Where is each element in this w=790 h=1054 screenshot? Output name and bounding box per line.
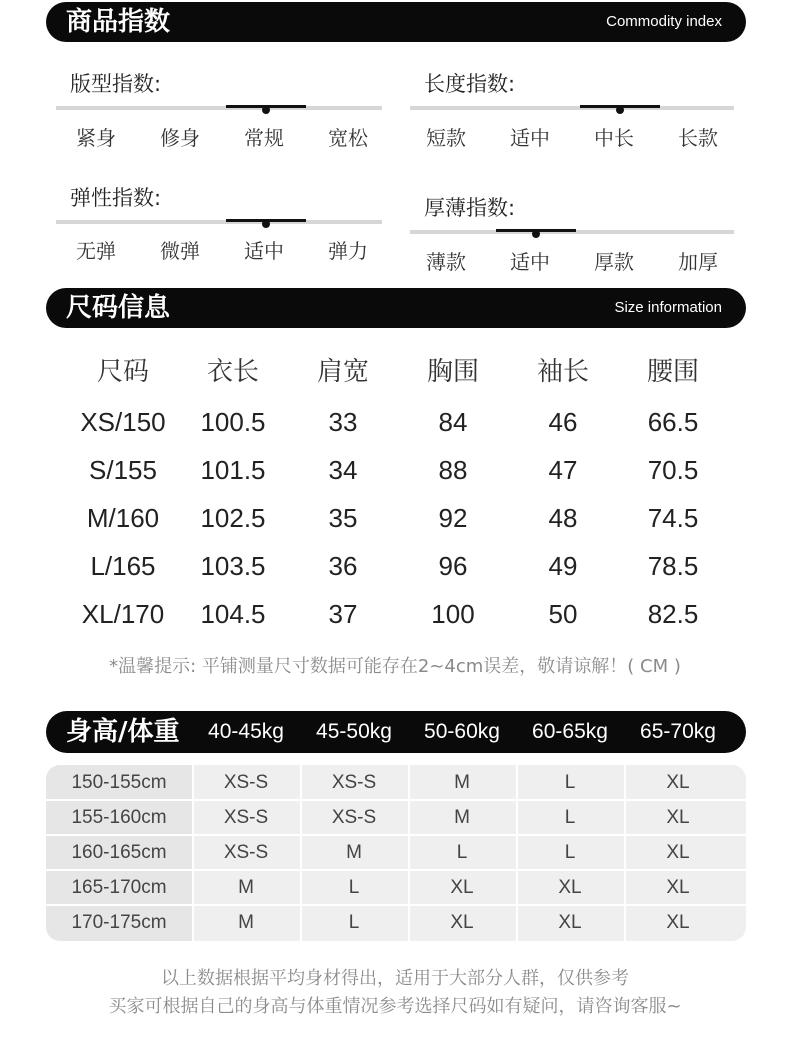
fit-index-marker: [226, 105, 306, 108]
table-row: [68, 398, 728, 446]
size-cell: XS-S: [223, 841, 269, 863]
table-cell: 96: [438, 550, 468, 581]
table-row: [68, 494, 728, 542]
thickness-option: 适中: [510, 250, 550, 274]
table-cell: 49: [548, 550, 578, 581]
fit-option: 紧身: [76, 126, 116, 150]
table-cell: 100: [431, 598, 475, 629]
table-cell: 33: [328, 406, 358, 437]
table-row: [46, 835, 746, 870]
size-cell: XS-S: [331, 806, 377, 828]
elasticity-option: 微弹: [160, 239, 200, 263]
table-cell: 37: [328, 598, 358, 629]
size-cell: L: [564, 771, 576, 793]
table-cell: 66.5: [647, 406, 699, 437]
table-cell: 100.5: [200, 406, 266, 437]
size-cell: XL: [558, 911, 582, 933]
table-cell: XS/150: [80, 406, 166, 437]
table-cell: 82.5: [647, 598, 699, 629]
table-cell: L/165: [90, 550, 156, 581]
thickness-option: 薄款: [426, 250, 466, 274]
height-weight-table: [46, 765, 746, 941]
table-cell: M/160: [86, 502, 160, 533]
table-cell: 50: [548, 598, 578, 629]
size-cell: M: [238, 876, 254, 898]
size-cell: XL: [666, 806, 690, 828]
size-cell: XS-S: [223, 806, 269, 828]
elasticity-option: 弹力: [328, 239, 368, 263]
table-cell: 103.5: [200, 550, 266, 581]
size-cell: XL: [666, 876, 690, 898]
thickness-index-marker: [496, 229, 576, 232]
length-index-title: 长度指数:: [424, 72, 516, 96]
fit-option: 宽松: [328, 126, 368, 150]
elasticity-option: 无弹: [76, 239, 116, 263]
length-option: 长款: [678, 126, 718, 150]
table-cell: 35: [328, 502, 358, 533]
header-cell: 腰围: [646, 356, 699, 387]
commodity-index-subtitle: Commodity index: [606, 13, 722, 30]
table-cell: S/155: [89, 454, 157, 485]
table-cell: 74.5: [647, 502, 699, 533]
length-index-options: [404, 122, 740, 151]
table-cell: 47: [548, 454, 578, 485]
size-cell: XL: [666, 771, 690, 793]
size-cell: M: [346, 841, 362, 863]
thickness-option: 厚款: [594, 250, 634, 274]
size-cell: XL: [666, 911, 690, 933]
size-cell: L: [348, 911, 360, 933]
weight-column-header: 65-70kg: [640, 720, 716, 743]
table-row: [46, 800, 746, 835]
table-cell: 92: [438, 502, 468, 533]
size-cell: M: [238, 911, 254, 933]
height-cell: 170-175cm: [71, 911, 167, 933]
size-table: [68, 344, 728, 638]
size-cell: XS-S: [223, 771, 269, 793]
footer-note-line-1: 以上数据根据平均身材得出，适用于大部分人群，仅供参考: [161, 968, 629, 989]
thickness-index-options: [404, 246, 740, 275]
size-info-banner: [46, 288, 746, 328]
height-cell: 165-170cm: [71, 876, 167, 898]
fit-index-options: [54, 122, 390, 151]
elasticity-index-marker: [226, 219, 306, 222]
table-cell: 78.5: [647, 550, 699, 581]
table-row: [68, 542, 728, 590]
length-index-track: [410, 106, 734, 110]
table-cell: 102.5: [200, 502, 266, 533]
thickness-index-title: 厚薄指数:: [424, 196, 516, 220]
weight-column-header: 50-60kg: [424, 720, 500, 743]
footer-note-line-2: 买家可根据自己的身高与体重情况参考选择尺码如有疑问，请咨询客服~: [108, 996, 682, 1017]
commodity-index-title: 商品指数: [66, 7, 171, 37]
height-weight-banner: [46, 711, 746, 753]
commodity-index-banner: [46, 2, 746, 42]
table-cell: 46: [548, 406, 578, 437]
size-cell: L: [564, 841, 576, 863]
thickness-option: 加厚: [678, 250, 718, 274]
length-index-marker: [580, 105, 660, 108]
table-cell: 84: [438, 406, 468, 437]
table-cell: 48: [548, 502, 578, 533]
length-option: 中长: [594, 126, 634, 150]
size-cell: XL: [558, 876, 582, 898]
table-cell: 36: [328, 550, 358, 581]
fit-index-track: [56, 106, 382, 110]
header-cell: 肩宽: [316, 356, 369, 387]
weight-column-header: 45-50kg: [316, 720, 392, 743]
size-info-subtitle: Size information: [614, 299, 722, 316]
size-cell: L: [456, 841, 468, 863]
size-table-header: [68, 344, 728, 394]
thickness-index-track: [410, 230, 734, 234]
table-cell: 88: [438, 454, 468, 485]
table-cell: XL/170: [81, 598, 165, 629]
fit-index-title: 版型指数:: [70, 72, 162, 96]
header-cell: 尺码: [96, 356, 149, 387]
size-cell: M: [454, 806, 470, 828]
table-cell: 104.5: [200, 598, 266, 629]
size-cell: M: [454, 771, 470, 793]
elasticity-index-options: [54, 235, 390, 264]
elasticity-index-track: [56, 220, 382, 224]
size-cell: XS-S: [331, 771, 377, 793]
fit-option: 修身: [160, 126, 200, 150]
elasticity-option: 适中: [244, 239, 284, 263]
table-row: [46, 870, 746, 905]
header-cell: 衣长: [206, 356, 259, 387]
table-row: [46, 905, 746, 940]
size-cell: XL: [666, 841, 690, 863]
header-cell: 袖长: [536, 356, 589, 387]
table-row: [68, 446, 728, 494]
size-cell: XL: [450, 876, 474, 898]
height-cell: 155-160cm: [71, 806, 167, 828]
size-cell: L: [348, 876, 360, 898]
header-cell: 胸围: [426, 356, 479, 387]
height-cell: 160-165cm: [71, 841, 167, 863]
table-row: [46, 765, 746, 800]
size-cell: XL: [450, 911, 474, 933]
size-info-title: 尺码信息: [66, 293, 171, 323]
weight-column-header: 40-45kg: [208, 720, 284, 743]
length-option: 短款: [426, 126, 466, 150]
size-cell: L: [564, 806, 576, 828]
weight-column-header: 60-65kg: [532, 720, 608, 743]
table-row: [68, 590, 728, 638]
height-cell: 150-155cm: [71, 771, 167, 793]
elasticity-index-title: 弹性指数:: [70, 186, 162, 210]
height-weight-title: 身高/体重: [66, 717, 180, 747]
length-option: 适中: [510, 126, 550, 150]
measurement-tip: *温馨提示: 平铺测量尺寸数据可能存在2~4cm误差，敬请谅解！( CM ): [109, 656, 681, 677]
table-cell: 101.5: [200, 454, 266, 485]
table-cell: 70.5: [647, 454, 699, 485]
table-cell: 34: [328, 454, 358, 485]
fit-option: 常规: [244, 126, 284, 150]
